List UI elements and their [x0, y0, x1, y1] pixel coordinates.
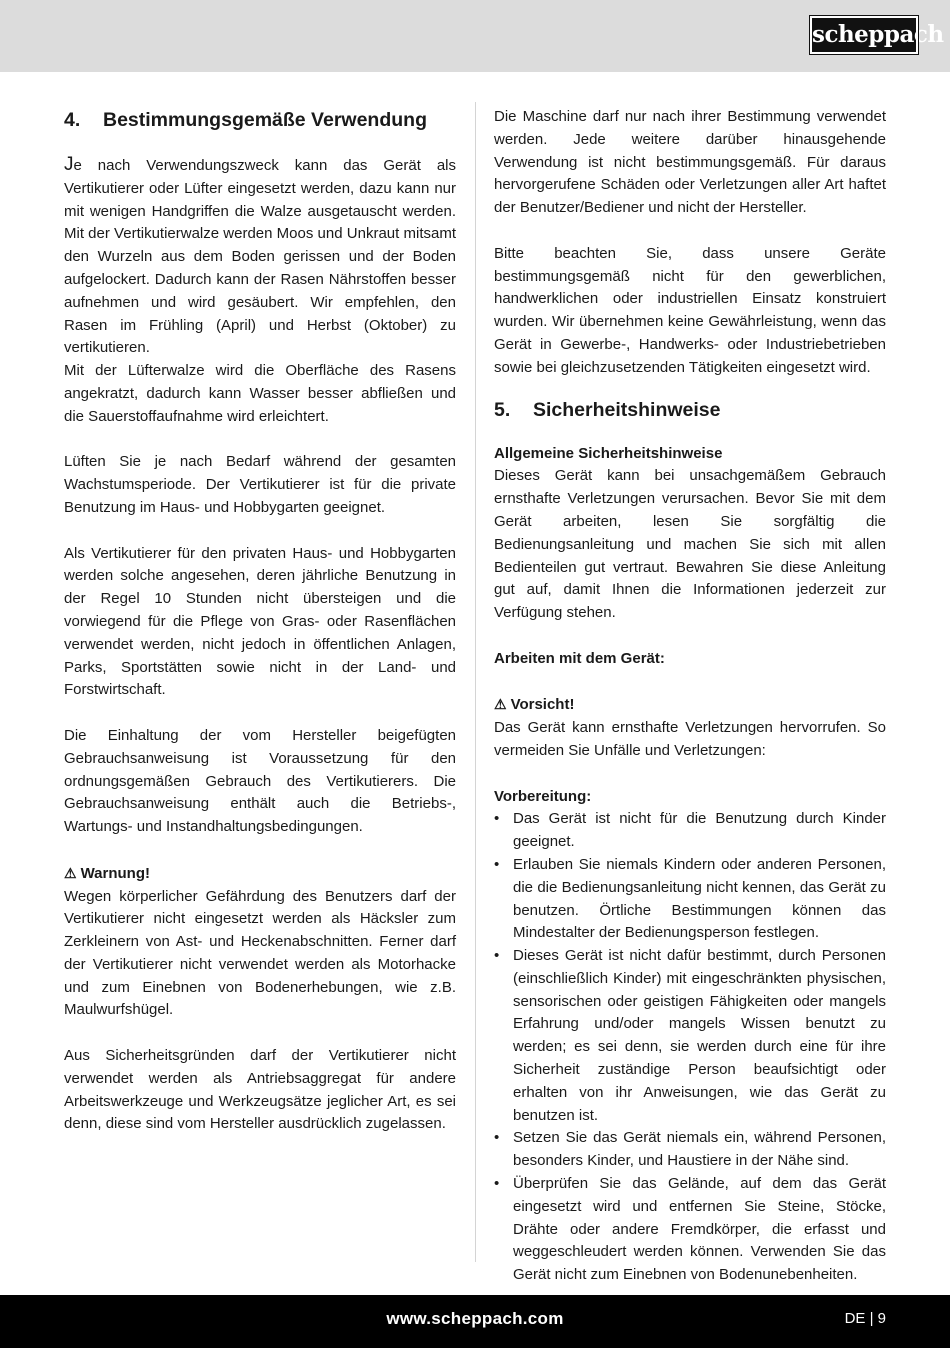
paragraph: Wegen körperlicher Gefährdung des Benutzers darf der Vertikutierer nicht eingesetzt werden als Häcksler zum Zerkleinern von Ast- und Heckenabschnitten. Ferner darf der Vertikutierer nicht verwendet werden als Motorhacke und zum Einebnen von Bodenerhebungen, wie z.B. Maulwurfshügel.: [64, 887, 456, 1019]
initial-letter: J: [64, 154, 74, 175]
left-column: [64, 106, 456, 1136]
paragraph: Aus Sicherheitsgründen darf der Vertikutierer nicht verwendet werden als Antriebsaggregat für andere Arbeitswerkzeuge und Werkzeugsätze jeglicher Art, es sei denn, diese sind vom Hersteller ausdrücklich zugelassen.: [64, 1047, 456, 1133]
column-divider: [475, 102, 476, 1262]
paragraph: [64, 154, 456, 360]
list-item: • Dieses Gerät ist nicht dafür bestimmt, durch Personen (einschließlich Kinder) mit eingeschränkten physischen, sensorischen oder geistigen Fähigkeiten oder mangels Erfahrung und/oder mangels Wissen benutzt zu werden; es sei denn, sie werden durch eine für ihre Sicherheit zuständige Person beaufsichtigt oder erhalten von ihr Anweisungen, wie das Gerät zu benutzen ist.: [494, 945, 886, 1127]
paragraph-text: e nach Verwendungszweck kann das Gerät als Vertikutierer oder Lüfter eingesetzt werden, dazu kann nur mit wenigen Handgriffen die Walze ausgetauscht werden. Mit der Vertikutierwalze werden Moos und Unkraut mitsamt den Wurzeln aus dem Boden gerissen und der Boden aufgelockert. Dadurch kann der Rasen Nährstoffen besser aufnehmen und wird gesäubert. Wir empfehlen, den Rasen im Frühling (April) und Herbst (Oktober) zu vertikutieren.: [64, 157, 456, 357]
list-item: • Überprüfen Sie das Gelände, auf dem das Gerät eingesetzt wird und entfernen Sie Steine, Stöcke, Drähte oder andere Fremdkörper, die erfasst und weggeschleudert werden können. Verwenden Sie das Gerät nicht zum Einebnen von Bodenunebenheiten.: [494, 1173, 886, 1287]
subsection-title: Arbeiten mit dem Gerät:: [494, 649, 665, 667]
section-4-heading: [64, 106, 456, 134]
section-number: 5.: [494, 398, 511, 421]
scheppach-logo: scheppach: [810, 16, 918, 54]
paragraph: Mit der Lüfterwalze wird die Oberfläche des Rasens angekratzt, dadurch kann Wasser besser abfließen und die Sauerstoffaufnahme wird erleichtert.: [64, 362, 456, 425]
paragraph: Die Maschine darf nur nach ihrer Bestimmung verwendet werden. Jede weitere darüber hinausgehende Verwendung ist nicht bestimmungsgemäß. Für daraus hervorgerufene Schäden oder Verletzungen aller Art haftet der Benutzer/Bediener und nicht der Hersteller.: [494, 108, 886, 217]
paragraph: Lüften Sie je nach Bedarf während der gesamten Wachstumsperiode. Der Vertikutierer ist für die private Benutzung im Haus- und Hobbygarten geeignet.: [64, 453, 456, 516]
page-number: DE | 9: [844, 1310, 886, 1327]
section-5-heading: [494, 396, 886, 424]
right-column: [494, 106, 886, 1287]
paragraph: Als Vertikutierer für den privaten Haus- und Hobbygarten werden solche angesehen, deren jährliche Benutzung in der Regel 10 Stunden nicht übersteigen und die vorwiegend für die Pflege von Gras- oder Rasenflächen verwendet werden, nicht jedoch in öffentlichen Anlagen, Parks, Sportstätten sowie nicht in der Land- und Forstwirtschaft.: [64, 544, 456, 699]
paragraph: Bitte beachten Sie, dass unsere Geräte bestimmungsgemäß nicht für den gewerblichen, handwerklichen oder industriellen Einsatz konstruiert wurden. Wir übernehmen keine Gewährleistung, wenn das Gerät in Gewerbe-, Handwerks- oder Industriebetrieben sowie bei gleichzusetzenden Tätigkeiten eingesetzt wird.: [494, 244, 886, 376]
warning-heading: [64, 862, 456, 886]
caution-heading: [494, 693, 886, 717]
section-title: Sicherheitshinweise: [533, 398, 721, 421]
list-item: • Erlauben Sie niemals Kindern oder anderen Personen, die die Bedienungsanleitung nicht kennen, das Gerät zu benutzen. Örtliche Bestimmungen können das Mindestalter der Bedienungsperson festlegen.: [494, 854, 886, 945]
page-footer: [0, 1295, 950, 1348]
page-header: [0, 0, 950, 72]
paragraph: Die Einhaltung der vom Hersteller beigefügten Gebrauchsanweisung ist Voraussetzung für den ordnungsgemäßen Gebrauch des Vertikutierers. Die Gebrauchsanweisung enthält auch die Betriebs-, Wartungs- und Instandhaltungsbedingungen.: [64, 726, 456, 836]
caution-title: Vorsicht!: [510, 696, 575, 714]
paragraph: Dieses Gerät kann bei unsachgemäßem Gebrauch ernsthafte Verletzungen verursachen. Bevor Sie mit dem Gerät arbeiten, lesen Sie sorgfältig die Bedienungsanleitung und machen Sie sich mit allen Bedienteilen gut vertraut. Bewahren Sie diese Anleitung gut auf, damit Ihnen die Informationen jederzeit zur Verfügung stehen.: [494, 467, 886, 622]
subsection-title: Vorbereitung:: [494, 787, 592, 805]
bullet-list: [494, 808, 886, 1287]
paragraph: Das Gerät kann ernsthafte Verletzungen hervorrufen. So vermeiden Sie Unfälle und Verletzungen:: [494, 719, 886, 759]
list-item: • Setzen Sie das Gerät niemals ein, während Personen, besonders Kinder, und Haustiere in der Nähe sind.: [494, 1127, 886, 1173]
warning-icon: ⚠: [64, 864, 77, 881]
section-number: 4.: [64, 109, 81, 131]
website-link[interactable]: www.scheppach.com: [386, 1309, 564, 1328]
list-item: • Das Gerät ist nicht für die Benutzung durch Kinder geeignet.: [494, 808, 886, 854]
warning-icon: ⚠: [494, 696, 507, 713]
subsection-title: Allgemeine Sicherheitshinweise: [494, 444, 723, 462]
warning-title: Warnung!: [80, 864, 150, 882]
section-title: Bestimmungsgemäße Verwendung: [103, 109, 427, 131]
